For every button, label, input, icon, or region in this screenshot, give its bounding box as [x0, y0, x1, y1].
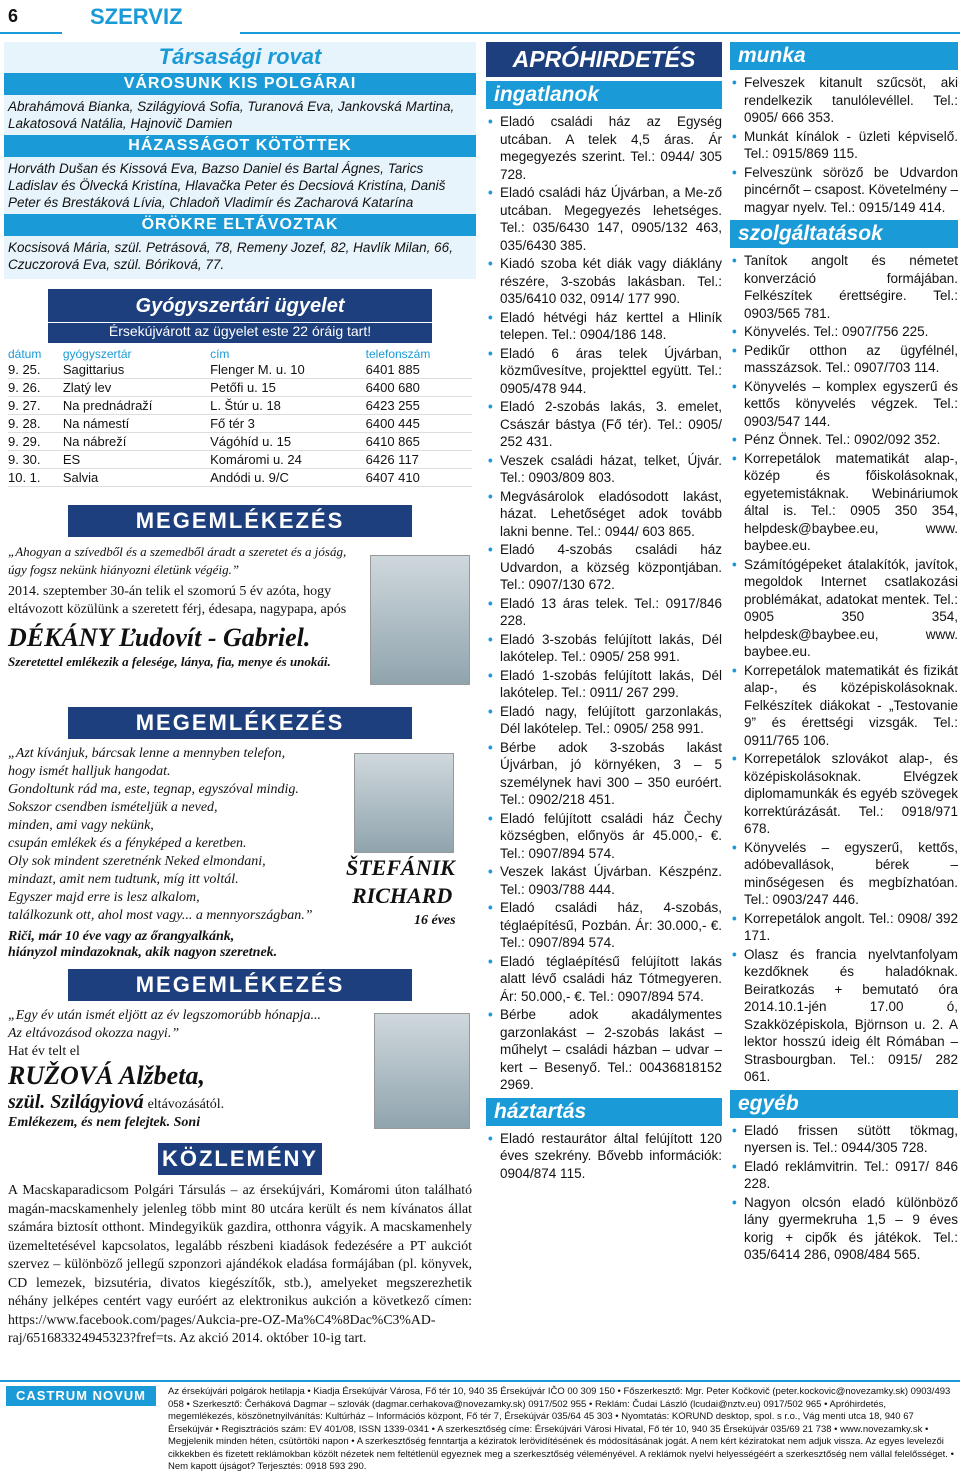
memorial-2 [4, 707, 476, 963]
poem-line: Oly sok mindent szeretnénk Neked elmondani, [8, 854, 266, 869]
memorial-2-heading: MEGEMLÉKEZÉS [68, 707, 412, 739]
table-row [8, 397, 472, 415]
deaths-heading: ÖRÖKRE ELTÁVOZTAK [4, 214, 476, 236]
left-column [4, 42, 476, 1348]
deaths-text: Kocsisová Mária, szül. Petrásová, 78, Remeny Jozef, 82, Havlík Milan, 66, Czuczorová Eva, szül. Bóriková, 77. [8, 240, 453, 272]
portrait-photo [374, 1013, 470, 1129]
portrait-photo [354, 753, 454, 853]
classified-ad: • Veszek családi házat, telket, Újvár. Tel.: 0903/809 803. [486, 452, 722, 487]
classified-ad: • Pedikűr otthon az ügyfélnél, masszázsok. Tel.: 0907/703 114. [730, 342, 958, 377]
cell: 6400 445 [366, 415, 472, 433]
classified-ad: • Felveszek kitanult szűcsöt, aki rendelkezik tanulólevéllel. Tel.: 0905/ 666 353. [730, 74, 958, 127]
cell: Na prednádraží [63, 397, 210, 415]
cell: 6426 117 [366, 451, 472, 469]
notice-text: A Macskaparadicsom Polgári Társulás – az érsekújvári, Komáromi úton található magán-macskamenhely jelenleg több mint 80 utcára került és nem kívánatos állat számára biztosít otthont. Mindegyikük gazdira, otthonra vágyik. A macskamenhely üzemeltetésével kapcsolatos, legalább részbeni kiadások fedezésére a PT aukciót szervez – különböző jellegű szponzori ajándékok eladása formájában (pl. könyvek, CD lemezek, bizsutéria, divatos kiegészítők, stb.), amelyeket megszerezhetik néhány jelképes centért vagy euróért az elektronikus aukción a következő címen: https://www.facebook.com/pages/Aukcia-pre-OZ-Ma%C4%8Dac%C3%AD-raj/651683324945323?fref=ts. Az akció 2014. október 10-ig tart. [8, 1182, 472, 1345]
classified-ad: • Eladó frissen sütött tökmag, nyersen is. Tel.: 0944/305 728. [730, 1122, 958, 1157]
memorial-1-signature: Szeretettel emlékezik a felesége, lánya, fia, menye és unokái. [8, 654, 331, 669]
cell: 9. 28. [8, 415, 63, 433]
table-row [8, 451, 472, 469]
memorial-3-name: RUŽOVÁ Alžbeta, [8, 1061, 205, 1090]
classified-ad: • Eladó restaurátor által felújított 120 éves szekrény. Bővebb információk: 0904/874 115. [486, 1130, 722, 1183]
cell: Salvia [63, 469, 210, 487]
pharmacy-title: Gyógyszertári ügyelet [135, 295, 345, 317]
classified-ad: • Bérbe adok akadálymentes garzonlakást – 2-szobás lakást – műhelyt – családi házban – udvar – kert – Besenyő. Tel.: 00436818152 2969. [486, 1006, 722, 1094]
cell: 6401 885 [366, 361, 472, 379]
castrum-novum-logo: CASTRUM NOVUM [6, 1386, 156, 1406]
right-column [730, 42, 958, 1265]
classified-ad: • Eladó 2-szobás lakás, 3. emelet, Császár bástya (Fő tér). Tel.: 0905/ 252 431. [486, 398, 722, 451]
classified-ad: • Munkát kínálok - üzleti képviselő. Tel.: 0915/869 115. [730, 128, 958, 163]
marriages-heading: HÁZASSÁGOT KÖTÖTTEK [4, 135, 476, 157]
classified-ad: • Eladó családi ház, 4-szobás, téglaépítésű, Pozbán. Ár: 30.000,- €. Tel.: 0907/894 574. [486, 899, 722, 952]
notice-section [4, 1143, 476, 1348]
cell: Zlatý lev [63, 379, 210, 397]
memorial-1-name: DÉKÁNY Ľudovít - Gabriel. [8, 623, 311, 652]
portrait-photo [370, 555, 470, 685]
col-pharmacy: gyógyszertár [62, 347, 132, 361]
page-header [0, 0, 960, 34]
classified-ad: • Felveszünk söröző be Udvardon pincérnőt – csapost. Követelmény – magyar nyelv. Tel.: 0915/149 414. [730, 164, 958, 217]
cell: Na nábreží [63, 433, 210, 451]
poem-line: minden, ami vagy nekünk, [8, 818, 154, 833]
classified-ad: • Eladó családi ház Újvárban, a Me-ző utcában. Megegyezés lehetséges. Tel.: 035/6430 147, 0905/132 463, 035/6430 385. [486, 184, 722, 254]
page-number: 6 [8, 6, 19, 26]
classified-ad: • Eladó reklámvitrin. Tel.: 0917/ 846 228. [730, 1158, 958, 1193]
cat-realestate: ingatlanok [486, 81, 722, 109]
social-title: Társasági rovat [158, 44, 322, 69]
pharmacy-subtitle: Érsekújvárott az ügyelet este 22 óráig tart! [48, 322, 432, 343]
classified-ad: • Eladó 6 áras telek Újvárban, közművesítve, projekttel együtt. Tel.: 0905/478 944. [486, 345, 722, 398]
classified-ad: • Eladó téglaépítésű felújított lakás alatt lévő családi ház Tótmegyeren. Ár: 50.000,- €. Tel.: 0907/894 574. [486, 953, 722, 1006]
poem-line: találkozunk ott, ahol most vagy... a mennyországban.” [8, 908, 313, 923]
col-date: dátum [8, 347, 42, 361]
cell: 9. 29. [8, 433, 63, 451]
memorial-1 [4, 505, 476, 701]
classified-ad: • Eladó 4-szobás családi ház Udvardon, a község központjában. Tel.: 0907/130 672. [486, 541, 722, 594]
classified-ad: • Korrepetálok szlovákot alap-, és középiskolásoknak. Elvégzek diplomamunkák és egyéb szövegek korrektúrázását. Tel.: 0918/971 678. [730, 750, 958, 838]
ads-heading: APRÓHIRDETÉS [486, 42, 722, 77]
cell: Flenger M. u. 10 [210, 361, 366, 379]
cell: 6423 255 [366, 397, 472, 415]
poem-line: Gondoltunk rád ma, este, tegnap, egyszóval mindig. [8, 782, 299, 797]
memorial-2-sig1: Riči, már 10 éve vagy az őrangyalkánk, [8, 929, 235, 944]
poem-line: mindazt, amit nem tudtunk, míg itt voltál. [8, 872, 239, 887]
footer-text: Az érsekújvári polgárok hetilapja • Kiadja Érsekújvár Városa, Fő tér 10, 940 35 Érsekújvár IČO 00 309 150 • Főszerkesztő: Mgr. Peter Kočkovič (peter.kockovic@novezamky.sk) 0903/493 058 • Szerkesztő: Čerháková Dagmar – szlovák (dagmar.cerhakova@novezamky.sk) 0917/502 955 • Reklám: Čudai László (lcudai@nztv.eu) 0917/502 965 • Apróhirdetés, megemlékezés, köszönetnyilvánítás: Kultúrház – Információs központ, Fő tér 7, Érsekújvár 035/64 45 303 • Nyomtatás: KORUND desktop, spol. s r.o., Vág menti utca 18, 940 67 Érsekújvár • Regisztrációs szám: EV 401/08, ISSN 1339-0341 • A szerkesztőség címe: Érsekújvári Városi Hivatal, Fő tér 10, 940 35 Érsekújvár 035/69 21 738 • www.novezamky.sk • Megjelenik minden héten, csütörtöki napon • A szerkesztőség fenntartja a kéziratok lerövidítésének és módosításának jogát. A nem kért kéziratokat nem adjuk vissza. Az egyes levelezői cikkekben és fizetett reklámokban közölt nézetek nem feltétlenül egyeznek meg a szerkesztőség véleményével. A reklámok nyelvi helyességéért a szerkesztőség nem vállal felelősséget. • Nem kapott újságot? Terjesztés: 0918 593 290. [168, 1386, 954, 1472]
classified-ad: • Könyvelés. Tel.: 0907/756 225. [730, 323, 958, 341]
cell: Fő tér 3 [210, 415, 366, 433]
cat-other: egyéb [730, 1090, 958, 1118]
classified-ad: • Tanítok angolt és németet konverzáció formájában. Felkészítek érettségire. Tel.: 0903/565 781. [730, 252, 958, 322]
memorial-1-text: 2014. szeptember 30-án telik el szomorú 5 év azóta, hogy eltávozott közülünk a szeretett férj, édesapa, nagypapa, após [8, 584, 347, 617]
births-heading: VÁROSUNK KIS POLGÁRAI [4, 73, 476, 95]
classified-ad: • Korrepetálok matematikát és fizikát alap-, és középiskolásoknak. Felkészítek diákokat - „Testovanie 9” és érettségi vizsgák. Tel.: 0911/765 106. [730, 662, 958, 750]
classified-ad: • Olasz és francia nyelvtanfolyam kezdőknek és haladóknak. Beiratkozás + bemutató óra 2014.10.1-jén 17.00 ó, Szakközépiskola, Björnson u. 2. A lektor hosszú ideig élt Rómában – Strasbourgban. Tel.: 0915/ 282 061. [730, 946, 958, 1086]
marriages-text: Horváth Dušan és Kissová Eva, Bazso Daniel és Bartal Ágnes, Tarics Ladislav és Ölvecká Kristína, Hlavačka Peter és Decsiová Kristína, Daniš Peter és Brestáková Lívia, Chladoň Vladimír és Zacharová Katarína [8, 161, 446, 210]
cell: 9. 26. [8, 379, 63, 397]
memorial-2-name2: RICHARD [352, 883, 453, 908]
poem-line: csupán emlékek és a fényképed a keretben. [8, 836, 247, 851]
memorial-1-quote: „Ahogyan a szívedből és a szemedből áradt a szeretet és a jóság, úgy fogsz nekünk hiányozni életünk végéig.” [8, 544, 347, 577]
memorial-3-quote1: „Egy év után ismét eljött az év legszomorúbb hónapja... [8, 1008, 322, 1023]
cell: 6407 410 [366, 469, 472, 487]
memorial-2-age: 16 éves [414, 913, 456, 928]
table-row [8, 361, 472, 379]
classified-ad: • Számítógépeket átalakítók, javítok, megoldok Internet csatlakozási problémákat, adatokat mentek. Tel.: 0905 350 354, helpdesk@baybee.eu, www. baybee.eu. [730, 556, 958, 661]
middle-column [486, 42, 722, 1183]
cell: Na námestí [63, 415, 210, 433]
memorial-3-after: eltávozásától. [147, 1097, 225, 1112]
section-title: SZERVIZ [62, 0, 240, 34]
memorial-3-signature: Emlékezem, és nem felejtek. Soni [8, 1115, 201, 1130]
cell: 10. 1. [8, 469, 63, 487]
pharmacy-section [4, 289, 476, 487]
cell: L. Štúr u. 18 [210, 397, 366, 415]
cell: Vágóhíd u. 15 [210, 433, 366, 451]
cat-jobs: munka [730, 42, 958, 70]
table-row [8, 379, 472, 397]
notice-heading: KÖZLEMÉNY [158, 1143, 322, 1175]
memorial-3-heading: MEGEMLÉKEZÉS [68, 969, 412, 1001]
table-row [8, 469, 472, 487]
classified-ad: • Korrepetálok angolt. Tel.: 0908/ 392 171. [730, 910, 958, 945]
classified-ad: • Eladó 3-szobás felújított lakás, Dél lakótelep. Tel.: 0905/ 258 991. [486, 631, 722, 666]
memorial-3 [4, 969, 476, 1139]
poem-line: „Azt kívánjuk, bárcsak lenne a mennyben telefon, [8, 746, 286, 761]
classified-ad: • Eladó családi ház az Egység utcában. A telek 4,5 áras. Ár megegyezés szerint. Tel.: 0944/ 305 728. [486, 113, 722, 183]
classified-ad: • Könyvelés – egyszerű, kettős, adóbevallások, bérek – minőségesen és megbízhatóan. Tel.: 0903/247 446. [730, 839, 958, 909]
classified-ad: • Kiadó szoba két diák vagy diáklány részére, 3-szobás lakásban. Tel.: 035/6410 032, 0914/ 177 990. [486, 255, 722, 308]
cell: 6400 680 [366, 379, 472, 397]
cell: 9. 30. [8, 451, 63, 469]
classified-ad: • Bérbe adok 3-szobás lakást Újvárban, jó környéken, 3 – 5 személynek havi 300 – 350 euróért. Tel.: 0902/218 451. [486, 739, 722, 809]
memorial-1-heading: MEGEMLÉKEZÉS [68, 505, 412, 537]
cell: 9. 27. [8, 397, 63, 415]
cell: Komáromi u. 24 [210, 451, 366, 469]
memorial-3-born: szül. Szilágyiová [8, 1091, 144, 1113]
classified-ad: • Könyvelés – komplex egyszerű és kettős könyvelés végzek. Tel.: 0903/547 144. [730, 378, 958, 431]
classified-ad: • Korrepetálok matematikát alap-, közép és főiskolásoknak, egyetemistáknak. Webináriumok által is. Tel.: 0905 350 354, helpdesk@baybee.eu, www. baybee.eu. [730, 450, 958, 555]
cell: ES [63, 451, 210, 469]
classified-ad: • Eladó felújított családi ház Čechy községben, előnyös ár 45.000,- €. Tel.: 0907/894 574. [486, 810, 722, 863]
poem-line: Sokszor csendben ismételjük a neved, [8, 800, 218, 815]
poem-line: hogy ismét halljuk hangodat. [8, 764, 171, 779]
classified-ad: • Pénz Önnek. Tel.: 0902/092 352. [730, 431, 958, 449]
cat-services: szolgáltatások [730, 220, 958, 248]
classified-ad: • Megvásárolok eladósodott lakást, házat. Lehetőséget adok tovább lakni benne. Tel.: 0944/ 603 865. [486, 488, 722, 541]
table-row [8, 433, 472, 451]
classified-ad: • Eladó nagy, felújított garzonlakás, Dél lakótelep. Tel.: 0905/ 258 991. [486, 703, 722, 738]
classified-ad: • Eladó hétvégi ház kerttel a Hliník telepen. Tel.: 0904/186 148. [486, 309, 722, 344]
classified-ad: • Eladó 1-szobás felújított lakás, Dél lakótelep. Tel.: 0911/ 267 299. [486, 667, 722, 702]
memorial-2-sig2: hiányzol mindazoknak, akik nagyon szeretnek. [8, 945, 278, 960]
cell: 6410 865 [366, 433, 472, 451]
pharmacy-header [48, 289, 432, 343]
cell: 9. 25. [8, 361, 63, 379]
classified-ad: • Veszek lakást Újvárban. Készpénz. Tel.: 0903/788 444. [486, 863, 722, 898]
cell: Andódi u. 9/C [210, 469, 366, 487]
births-text: Abrahámová Bianka, Szilágyiová Sofia, Turanová Eva, Jankovská Martina, Lakatosová Natália, Hajnovič Damien [8, 99, 455, 131]
cell: Petőfi u. 15 [210, 379, 366, 397]
memorial-3-quote2: Az eltávozásod okozza nagyi.” [8, 1026, 180, 1041]
cat-household: háztartás [486, 1098, 722, 1126]
memorial-3-intro: Hat év telt el [8, 1044, 80, 1059]
cell: Sagittarius [63, 361, 210, 379]
col-address: cím [210, 347, 230, 361]
classified-ad: • Nagyon olcsón eladó különböző lány gyermekruha 1,5 – 9 éves korig + cipők és játékok. Tel.: 035/6414 286, 0908/484 565. [730, 1194, 958, 1264]
table-row [8, 415, 472, 433]
poem-line: Egyszer majd erre is lesz alkalom, [8, 890, 200, 905]
social-section [4, 42, 476, 279]
classified-ad: • Eladó 13 áras telek. Tel.: 0917/846 228. [486, 595, 722, 630]
pharmacy-table [8, 347, 472, 487]
col-phone: telefonszám [365, 347, 431, 361]
memorial-2-name1: ŠTEFÁNIK [346, 855, 455, 880]
